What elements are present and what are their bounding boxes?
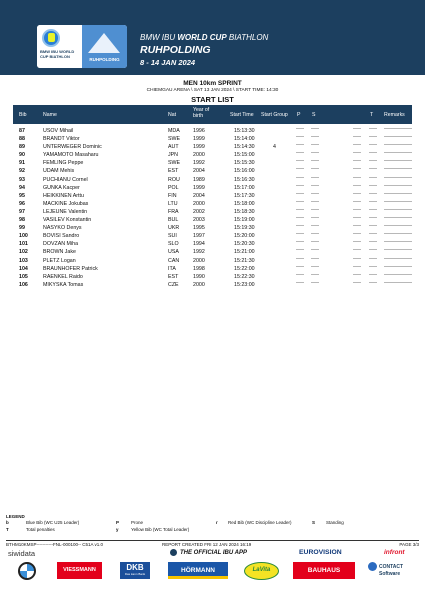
birth-year-cell: 2000: [193, 281, 205, 288]
blank-line: [311, 128, 319, 129]
blank-line: [311, 266, 319, 267]
blank-line: [353, 152, 361, 153]
birth-year-cell: 1995: [193, 225, 205, 232]
logo-text: BMW IBU WORLD CUP BIATHLON: [40, 49, 75, 59]
blank-line: [353, 249, 361, 250]
series-bold: WORLD CUP: [177, 33, 227, 42]
blank-line: [369, 177, 377, 178]
blank-line: [369, 128, 377, 129]
blank-line: [296, 136, 304, 137]
birth-year-cell: 2000: [193, 152, 205, 159]
table-row: [13, 216, 412, 224]
bib-cell: 90: [19, 152, 25, 159]
blank-line: [296, 209, 304, 210]
blank-line: [311, 249, 319, 250]
ibu-app-icon: [170, 549, 177, 556]
blank-line: [296, 144, 304, 145]
start-time-cell: 15:15:00: [234, 152, 255, 159]
blank-line: [384, 136, 412, 137]
athlete-name-cell: UDAM Mehis: [43, 168, 75, 175]
birth-year-cell: 2000: [193, 257, 205, 264]
start-time-cell: 15:18:30: [234, 208, 255, 215]
birth-year-cell: 1998: [193, 265, 205, 272]
athlete-name-cell: VASILEV Konstantin: [43, 217, 92, 224]
blank-line: [311, 258, 319, 259]
mountain-icon: [88, 33, 120, 53]
birth-year-cell: 1990: [193, 273, 205, 280]
bib-cell: 98: [19, 217, 25, 224]
blank-line: [296, 168, 304, 169]
nation-cell: BUL: [168, 217, 179, 224]
blank-line: [369, 258, 377, 259]
sponsor-contact: [368, 562, 412, 579]
dkb-label: DKB: [126, 563, 144, 572]
blank-line: [296, 274, 304, 275]
contact-tagline: Software: [379, 571, 401, 577]
venue-logo: [82, 25, 127, 68]
series-suffix: BIATHLON: [228, 33, 269, 42]
start-group-cell: 4: [273, 144, 276, 151]
blank-line: [369, 209, 377, 210]
blank-line: [369, 136, 377, 137]
athlete-name-cell: BOVISI Sandro: [43, 233, 80, 240]
nation-cell: SUI: [168, 233, 177, 240]
legend-text: Standing: [326, 520, 344, 525]
blank-line: [369, 249, 377, 250]
table-row: [13, 240, 412, 248]
table-row: [13, 265, 412, 273]
legend-text: Prone: [131, 520, 144, 525]
start-time-cell: 15:22:30: [234, 273, 255, 280]
event-dates: 8 - 14 JAN 2024: [140, 58, 196, 67]
nation-cell: JPN: [168, 152, 179, 159]
blank-line: [296, 233, 304, 234]
blank-line: [353, 241, 361, 242]
table-row: [13, 200, 412, 208]
legend-title: LEGEND: [6, 514, 25, 519]
col-t: T: [370, 112, 374, 118]
blank-line: [353, 128, 361, 129]
birth-year-cell: 1999: [193, 144, 205, 151]
blank-line: [353, 282, 361, 283]
blank-line: [353, 201, 361, 202]
table-row: [13, 151, 412, 159]
blank-line: [311, 217, 319, 218]
athlete-name-cell: BRAUNHOFER Patrick: [43, 265, 98, 272]
start-time-cell: 15:20:00: [234, 233, 255, 240]
start-time-cell: 15:13:30: [234, 128, 255, 134]
sponsor-ibu-app: [170, 549, 247, 556]
birth-year-cell: 2003: [193, 217, 205, 224]
blank-line: [369, 217, 377, 218]
start-time-cell: 15:21:00: [234, 249, 255, 256]
col-start-group: Start Group: [261, 112, 288, 118]
blank-line: [353, 193, 361, 194]
table-row: [13, 176, 412, 184]
blank-line: [311, 160, 319, 161]
athlete-name-cell: DOVZAN Miha: [43, 241, 79, 248]
race-title: MEN 10km SPRINT: [183, 80, 242, 87]
bib-cell: 103: [19, 257, 28, 264]
athlete-name-cell: BROWN Jake: [43, 249, 76, 256]
table-row: [13, 281, 412, 289]
blank-line: [311, 274, 319, 275]
legend-code: b: [6, 520, 9, 525]
contact-label: CONTACT: [379, 563, 404, 570]
col-year-line1: Year of: [193, 107, 210, 113]
bib-cell: 101: [19, 241, 28, 248]
nation-cell: CAN: [168, 257, 180, 264]
birth-year-cell: 1997: [193, 233, 205, 240]
bib-cell: 94: [19, 184, 25, 191]
blank-line: [311, 241, 319, 242]
blank-line: [353, 209, 361, 210]
blank-line: [353, 233, 361, 234]
contact-logo-icon: [368, 562, 377, 571]
athlete-name-cell: LEJEUNE Valentin: [43, 208, 88, 215]
legend-text: Blue Bib (WC U25 Leader): [26, 520, 80, 525]
blank-line: [296, 249, 304, 250]
start-time-cell: 15:14:30: [234, 144, 255, 151]
nation-cell: LTU: [168, 200, 178, 207]
blank-line: [369, 241, 377, 242]
birth-year-cell: 2000: [193, 200, 205, 207]
col-nat: Nat: [168, 112, 177, 118]
table-row: [13, 135, 412, 143]
sponsor-infront: infront: [384, 549, 405, 556]
sponsor-eurovision: EUROVISION: [299, 549, 342, 556]
blank-line: [296, 266, 304, 267]
start-time-cell: 15:21:30: [234, 257, 255, 264]
blank-line: [384, 225, 412, 226]
nation-cell: USA: [168, 249, 179, 256]
biathlete-figure-icon: [48, 33, 55, 42]
bib-cell: 97: [19, 208, 25, 215]
athlete-name-cell: PUCHIANU Cornel: [43, 176, 88, 183]
header-banner: [0, 0, 425, 75]
blank-line: [369, 185, 377, 186]
start-time-cell: 15:16:30: [234, 176, 255, 183]
nation-cell: SWE: [168, 136, 181, 143]
blank-line: [369, 160, 377, 161]
start-time-cell: 15:17:00: [234, 184, 255, 191]
report-created: REPORT CREATED FRI 12 JAN 2024 16:19: [162, 542, 252, 547]
blank-line: [369, 282, 377, 283]
birth-year-cell: 1989: [193, 176, 205, 183]
blank-line: [353, 136, 361, 137]
blank-line: [296, 258, 304, 259]
athlete-name-cell: PLETZ Logan: [43, 257, 76, 264]
blank-line: [296, 193, 304, 194]
dkb-tagline: Das kann Bank: [124, 572, 146, 576]
blank-line: [296, 128, 304, 129]
start-time-cell: 15:16:00: [234, 168, 255, 175]
bib-cell: 96: [19, 200, 25, 207]
start-time-cell: 15:15:30: [234, 160, 255, 167]
bmw-logo-icon: [18, 562, 36, 580]
nation-cell: FIN: [168, 192, 177, 199]
blank-line: [353, 160, 361, 161]
nation-cell: EST: [168, 273, 179, 280]
table-header: [13, 105, 412, 124]
table-row: [13, 192, 412, 200]
blank-line: [384, 274, 412, 275]
table-row: [13, 248, 412, 256]
legend-code: T: [6, 527, 9, 532]
table-row: [13, 143, 412, 151]
legend-text: Yellow Bib (WC Total Leader): [131, 527, 190, 532]
start-time-cell: 15:17:30: [234, 192, 255, 199]
world-cup-logo: [37, 25, 82, 68]
blank-line: [296, 217, 304, 218]
blank-line: [311, 168, 319, 169]
col-s: S: [312, 112, 316, 118]
legend-code: r: [216, 520, 218, 525]
document-code: BTHM10KMSP-----------FNL-000100-- C51A v1.0: [6, 542, 104, 547]
table-row: [13, 224, 412, 232]
nation-cell: POL: [168, 184, 179, 191]
blank-line: [311, 282, 319, 283]
hormann-label: HÖRMANN: [181, 567, 215, 574]
col-bib: Bib: [19, 112, 27, 118]
blank-line: [296, 177, 304, 178]
sponsor-viessmann: VIESSMANN: [57, 562, 102, 579]
nation-cell: FRA: [168, 208, 179, 215]
blank-line: [311, 152, 319, 153]
blank-line: [384, 266, 412, 267]
athlete-name-cell: MIKYSKA Tomas: [43, 281, 84, 288]
hormann-stripe: [168, 576, 228, 579]
bib-cell: 102: [19, 249, 28, 256]
table-row: [13, 257, 412, 265]
birth-year-cell: 1999: [193, 184, 205, 191]
athlete-name-cell: NASYKO Denys: [43, 225, 82, 232]
blank-line: [369, 233, 377, 234]
blank-line: [353, 177, 361, 178]
legend-code: y: [116, 527, 119, 532]
legend-text: Total penalties: [26, 527, 55, 532]
start-time-cell: 15:19:00: [234, 217, 255, 224]
nation-cell: MDA: [168, 128, 180, 134]
nation-cell: ITA: [168, 265, 176, 272]
birth-year-cell: 2002: [193, 208, 205, 215]
bib-cell: 95: [19, 192, 25, 199]
table-row: [13, 184, 412, 192]
blank-line: [296, 241, 304, 242]
blank-line: [384, 177, 412, 178]
birth-year-cell: 2004: [193, 192, 205, 199]
blank-line: [369, 274, 377, 275]
start-list-table: [13, 127, 412, 289]
table-row: [13, 208, 412, 216]
blank-line: [353, 217, 361, 218]
blank-line: [384, 201, 412, 202]
sponsor-siwidata: siwidata: [8, 549, 36, 558]
blank-line: [369, 225, 377, 226]
athlete-name-cell: UNTERWEGER Dominic: [43, 144, 102, 151]
bib-cell: 100: [19, 233, 28, 240]
blank-line: [384, 217, 412, 218]
bib-cell: 106: [19, 281, 28, 288]
bib-cell: 99: [19, 225, 25, 232]
athlete-name-cell: YAMAMOTO Masaharu: [43, 152, 99, 159]
athlete-name-cell: FEMLING Peppe: [43, 160, 84, 167]
blank-line: [384, 144, 412, 145]
athlete-name-cell: GUNKA Kacper: [43, 184, 80, 191]
blank-line: [311, 177, 319, 178]
col-p: P: [297, 112, 301, 118]
bib-cell: 89: [19, 144, 25, 151]
athlete-name-cell: MACKINE Jokubas: [43, 200, 89, 207]
col-start-time: Start Time: [230, 112, 254, 118]
bib-cell: 92: [19, 168, 25, 175]
blank-line: [384, 209, 412, 210]
bib-cell: 104: [19, 265, 28, 272]
blank-line: [353, 225, 361, 226]
blank-line: [369, 144, 377, 145]
blank-line: [296, 201, 304, 202]
blank-line: [369, 152, 377, 153]
nation-cell: AUT: [168, 144, 179, 151]
ibu-app-label: THE OFFICIAL IBU APP: [180, 550, 248, 557]
nation-cell: EST: [168, 168, 179, 175]
start-list-title: START LIST: [191, 95, 234, 104]
legend-code: S: [312, 520, 316, 525]
athlete-name-cell: BRANDT Viktor: [43, 136, 80, 143]
table-row: [13, 127, 412, 135]
nation-cell: SLO: [168, 241, 179, 248]
blank-line: [384, 233, 412, 234]
blank-line: [384, 241, 412, 242]
legend-text: Red Bib (WC Discipline Leader): [228, 520, 292, 525]
sponsor-hormann: [168, 562, 228, 579]
start-time-cell: 15:22:00: [234, 265, 255, 272]
birth-year-cell: 1992: [193, 249, 205, 256]
blank-line: [311, 233, 319, 234]
bib-cell: 105: [19, 273, 28, 280]
start-time-cell: 15:14:00: [234, 136, 255, 143]
blank-line: [296, 282, 304, 283]
col-remarks: Remarks: [384, 112, 405, 118]
sponsor-bauhaus: BAUHAUS: [293, 562, 355, 579]
athlete-name-cell: RAENKEL Raido: [43, 273, 83, 280]
birth-year-cell: 2004: [193, 168, 205, 175]
blank-line: [311, 136, 319, 137]
birth-year-cell: 1994: [193, 241, 205, 248]
blank-line: [311, 225, 319, 226]
event-logo: [37, 25, 127, 68]
blank-line: [384, 249, 412, 250]
blank-line: [311, 144, 319, 145]
blank-line: [311, 201, 319, 202]
blank-line: [384, 152, 412, 153]
start-time-cell: 15:23:00: [234, 281, 255, 288]
birth-year-cell: 1996: [193, 128, 205, 134]
nation-cell: ROU: [168, 176, 180, 183]
blank-line: [311, 193, 319, 194]
blank-line: [353, 144, 361, 145]
start-time-cell: 15:20:30: [234, 241, 255, 248]
footer-divider: [6, 540, 419, 541]
start-time-cell: 15:18:00: [234, 200, 255, 207]
sponsor-lavita: LaVita: [244, 562, 279, 580]
birth-year-cell: 1992: [193, 160, 205, 167]
bib-cell: 93: [19, 176, 25, 183]
series-prefix: BMW IBU: [140, 33, 176, 42]
blank-line: [384, 168, 412, 169]
blank-line: [353, 274, 361, 275]
series-title: [140, 33, 268, 42]
start-time-cell: 15:19:30: [234, 225, 255, 232]
blank-line: [311, 185, 319, 186]
blank-line: [353, 168, 361, 169]
bib-cell: 88: [19, 136, 25, 143]
table-row: [13, 232, 412, 240]
blank-line: [384, 128, 412, 129]
sponsor-dkb: [120, 562, 150, 579]
blank-line: [384, 160, 412, 161]
athlete-name-cell: USOV Mihail: [43, 128, 74, 134]
athlete-name-cell: HEIKKINEN Arttu: [43, 192, 84, 199]
legend-code: P: [116, 520, 120, 525]
table-row: [13, 167, 412, 175]
blank-line: [353, 258, 361, 259]
venue-title: RUHPOLDING: [140, 44, 211, 56]
col-year-line2: birth: [193, 113, 204, 119]
nation-cell: CZE: [168, 281, 179, 288]
col-name: Name: [43, 112, 57, 118]
blank-line: [384, 193, 412, 194]
blank-line: [296, 160, 304, 161]
blank-line: [296, 185, 304, 186]
table-row: [13, 273, 412, 281]
table-row: [13, 159, 412, 167]
page-number: PAGE 3/3: [399, 542, 419, 547]
race-venue-line: CHIEMGAU ARENA \ SAT 13 JAN 2024 \ START TIME: 14:30: [146, 88, 279, 93]
logo-town: RUHPOLDING: [89, 57, 120, 62]
blank-line: [369, 266, 377, 267]
blank-line: [384, 282, 412, 283]
blank-line: [369, 168, 377, 169]
nation-cell: UKR: [168, 225, 180, 232]
bib-cell: 87: [19, 128, 25, 134]
blank-line: [369, 193, 377, 194]
blank-line: [384, 258, 412, 259]
blank-line: [296, 152, 304, 153]
blank-line: [311, 209, 319, 210]
bib-cell: 91: [19, 160, 25, 167]
blank-line: [296, 225, 304, 226]
blank-line: [384, 185, 412, 186]
blank-line: [369, 201, 377, 202]
blank-line: [353, 266, 361, 267]
blank-line: [353, 185, 361, 186]
birth-year-cell: 1999: [193, 136, 205, 143]
nation-cell: SWE: [168, 160, 181, 167]
col-year: [193, 107, 209, 119]
